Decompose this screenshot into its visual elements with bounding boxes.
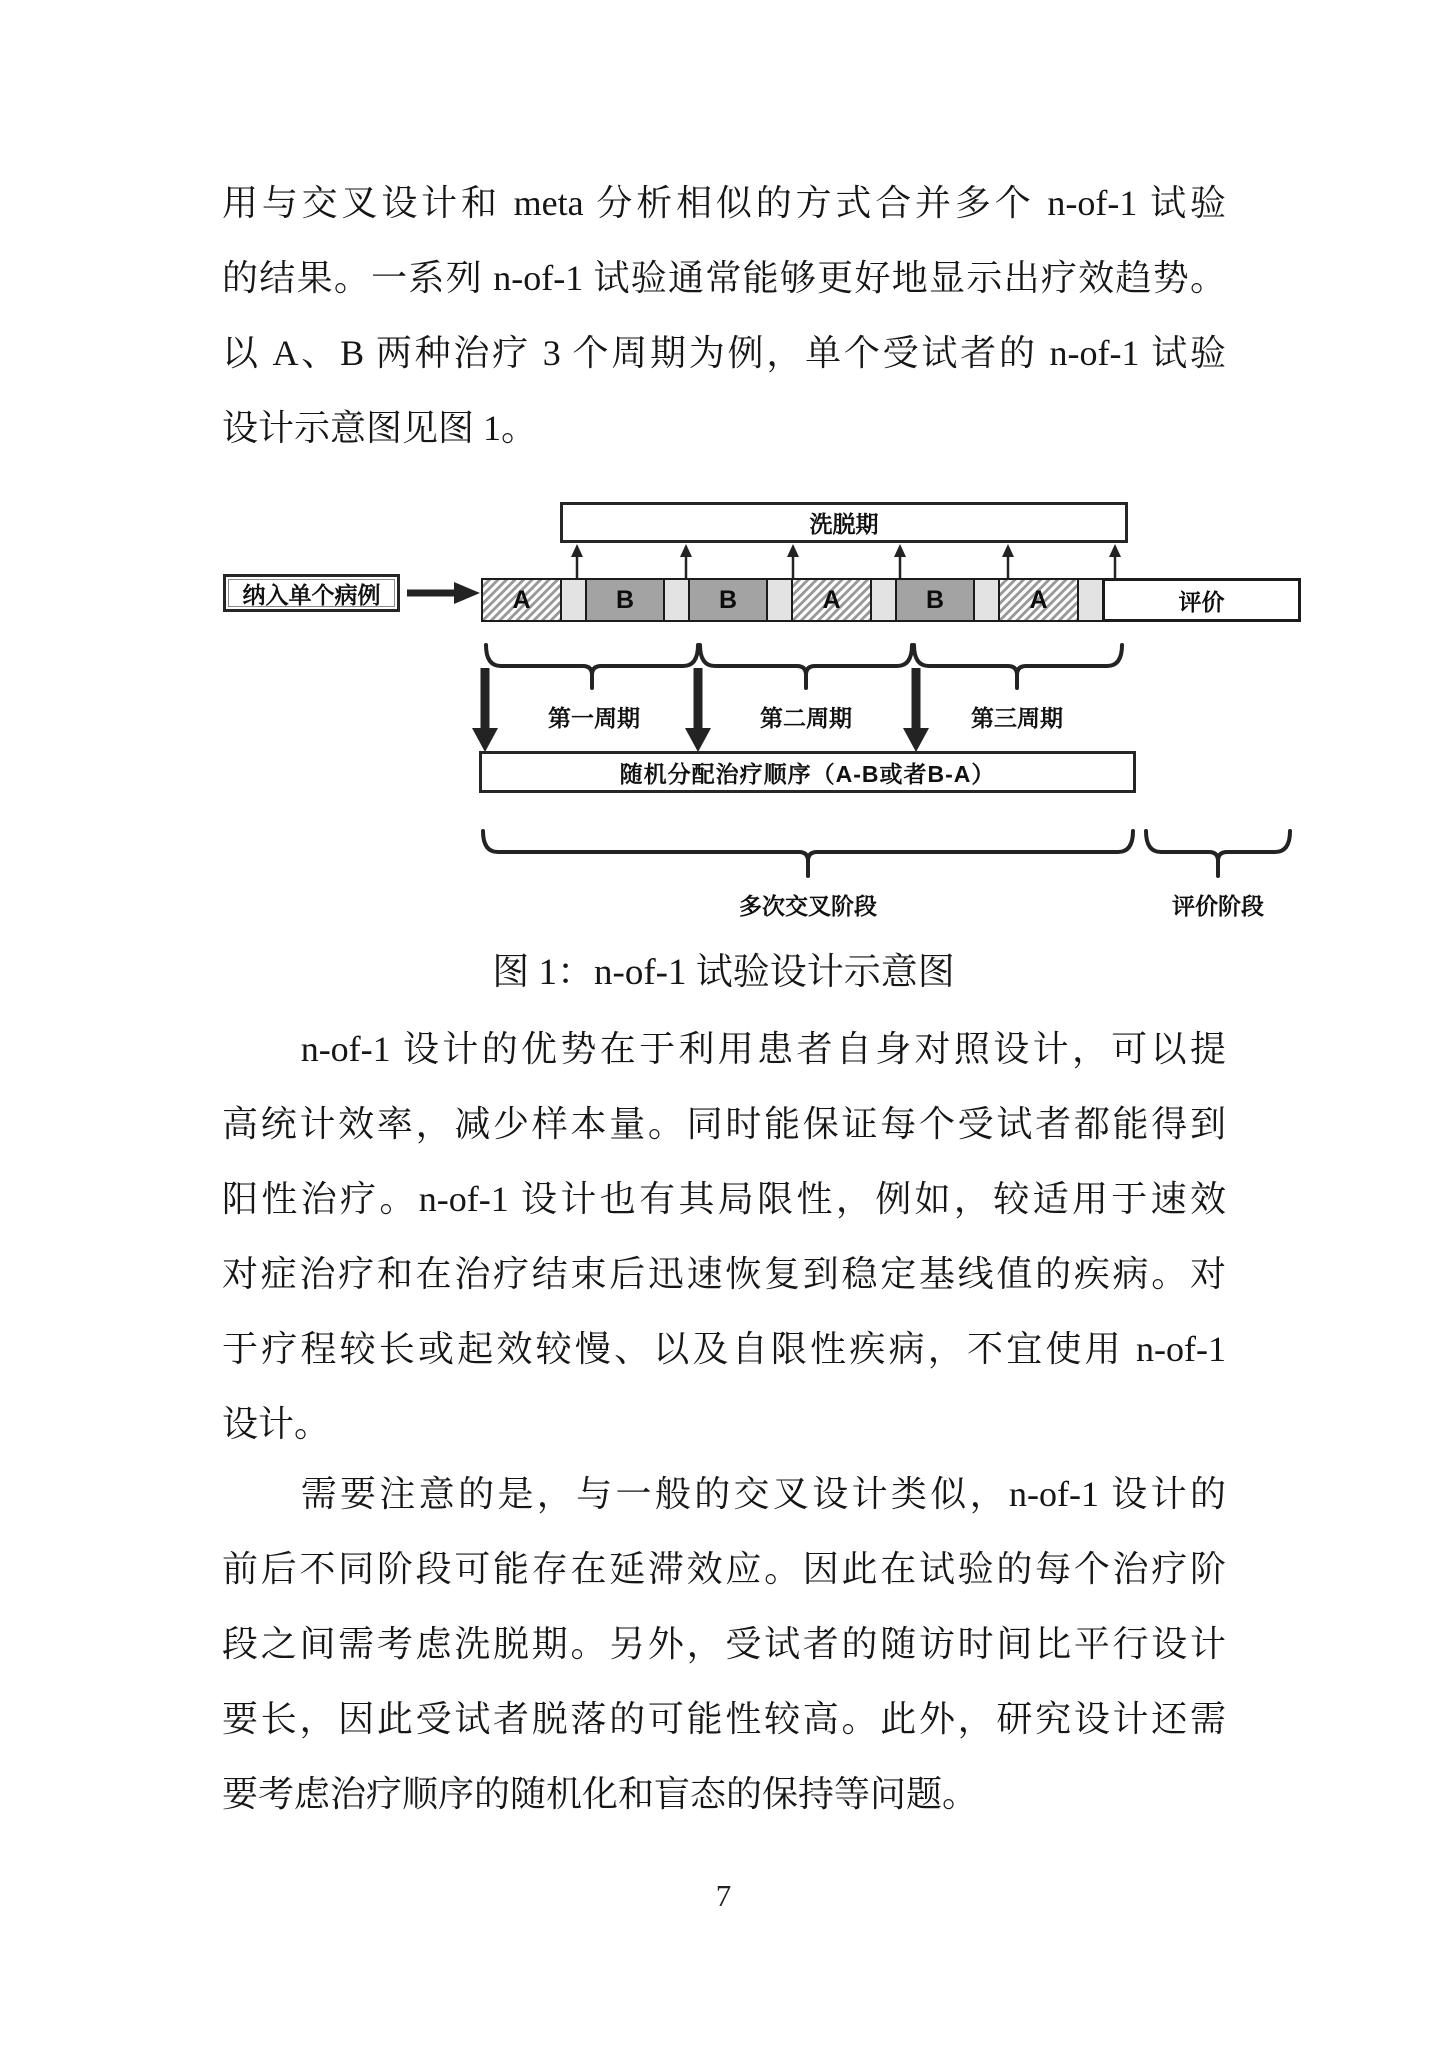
paragraph-1 (222, 166, 1226, 466)
washout-gap-block (560, 578, 587, 622)
washout-gap-block (1077, 578, 1104, 622)
text-line: 前后不同阶段可能存在延滞效应。因此在试验的每个治疗阶 (222, 1549, 1226, 1589)
treatment-block-b: B (688, 578, 768, 622)
paragraph-3 (222, 1457, 1226, 1832)
treatment-block-a: A (791, 578, 872, 622)
treatment-block-b: B (585, 578, 665, 622)
treatment-block-a: A (481, 578, 562, 622)
enroll-single-case-box (223, 574, 400, 612)
cycle-label-3: 第三周期 (971, 705, 1063, 731)
washout-period-box (560, 502, 1128, 543)
text-line: 需要注意的是，与一般的交叉设计类似，n-of-1 设计的 (222, 1474, 1226, 1514)
washout-period-label: 洗脱期 (809, 511, 879, 537)
evaluation-block: 评价 (1102, 578, 1301, 622)
text-line: 于疗程较长或起效较慢、以及自限性疾病，不宜使用 n-of-1 (222, 1329, 1226, 1369)
treatment-block-a: A (998, 578, 1079, 622)
text-line: 以 A、B 两种治疗 3 个周期为例，单个受试者的 n-of-1 试验 (222, 333, 1226, 373)
text-line: 设计示意图见图 1。 (222, 408, 538, 448)
text-line: 设计。 (222, 1404, 331, 1444)
enroll-single-case-label: 纳入单个病例 (242, 581, 381, 608)
text-line: 的结果。一系列 n-of-1 试验通常能够更好地显示出疗效趋势。 (222, 258, 1226, 298)
randomization-order-label: 随机分配治疗顺序（A-B或者B-A） (619, 760, 996, 787)
page-number: 7 (715, 1878, 732, 1913)
text-line: 高统计效率，减少样本量。同时能保证每个受试者都能得到 (222, 1104, 1226, 1144)
text-line: n-of-1 设计的优势在于利用患者自身对照设计，可以提 (222, 1029, 1226, 1069)
text-line: 对症治疗和在治疗结束后迅速恢复到稳定基线值的疾病。对 (222, 1254, 1226, 1294)
cycle-label-1: 第一周期 (548, 705, 640, 731)
text-line: 用与交叉设计和 meta 分析相似的方式合并多个 n-of-1 试验 (222, 183, 1226, 223)
cycle-label-2: 第二周期 (760, 705, 852, 731)
washout-gap-block (766, 578, 793, 622)
randomization-order-box (479, 751, 1136, 793)
treatment-sequence-bar (481, 578, 1301, 622)
washout-gap-block (663, 578, 690, 622)
washout-gap-block (870, 578, 897, 622)
crossover-phase-label: 多次交叉阶段 (739, 893, 877, 919)
text-line: 要长，因此受试者脱落的可能性较高。此外，研究设计还需 (222, 1699, 1226, 1739)
evaluation-phase-label: 评价阶段 (1172, 893, 1264, 919)
paragraph-2 (222, 1012, 1226, 1462)
text-line: 阳性治疗。n-of-1 设计也有其局限性，例如，较适用于速效 (222, 1179, 1226, 1219)
treatment-block-b: B (895, 578, 975, 622)
washout-gap-block (973, 578, 1000, 622)
text-line: 段之间需考虑洗脱期。另外，受试者的随访时间比平行设计 (222, 1624, 1226, 1664)
text-line: 要考虑治疗顺序的随机化和盲态的保持等问题。 (222, 1774, 979, 1814)
figure-caption: 图 1：n-of-1 试验设计示意图 (492, 952, 955, 993)
